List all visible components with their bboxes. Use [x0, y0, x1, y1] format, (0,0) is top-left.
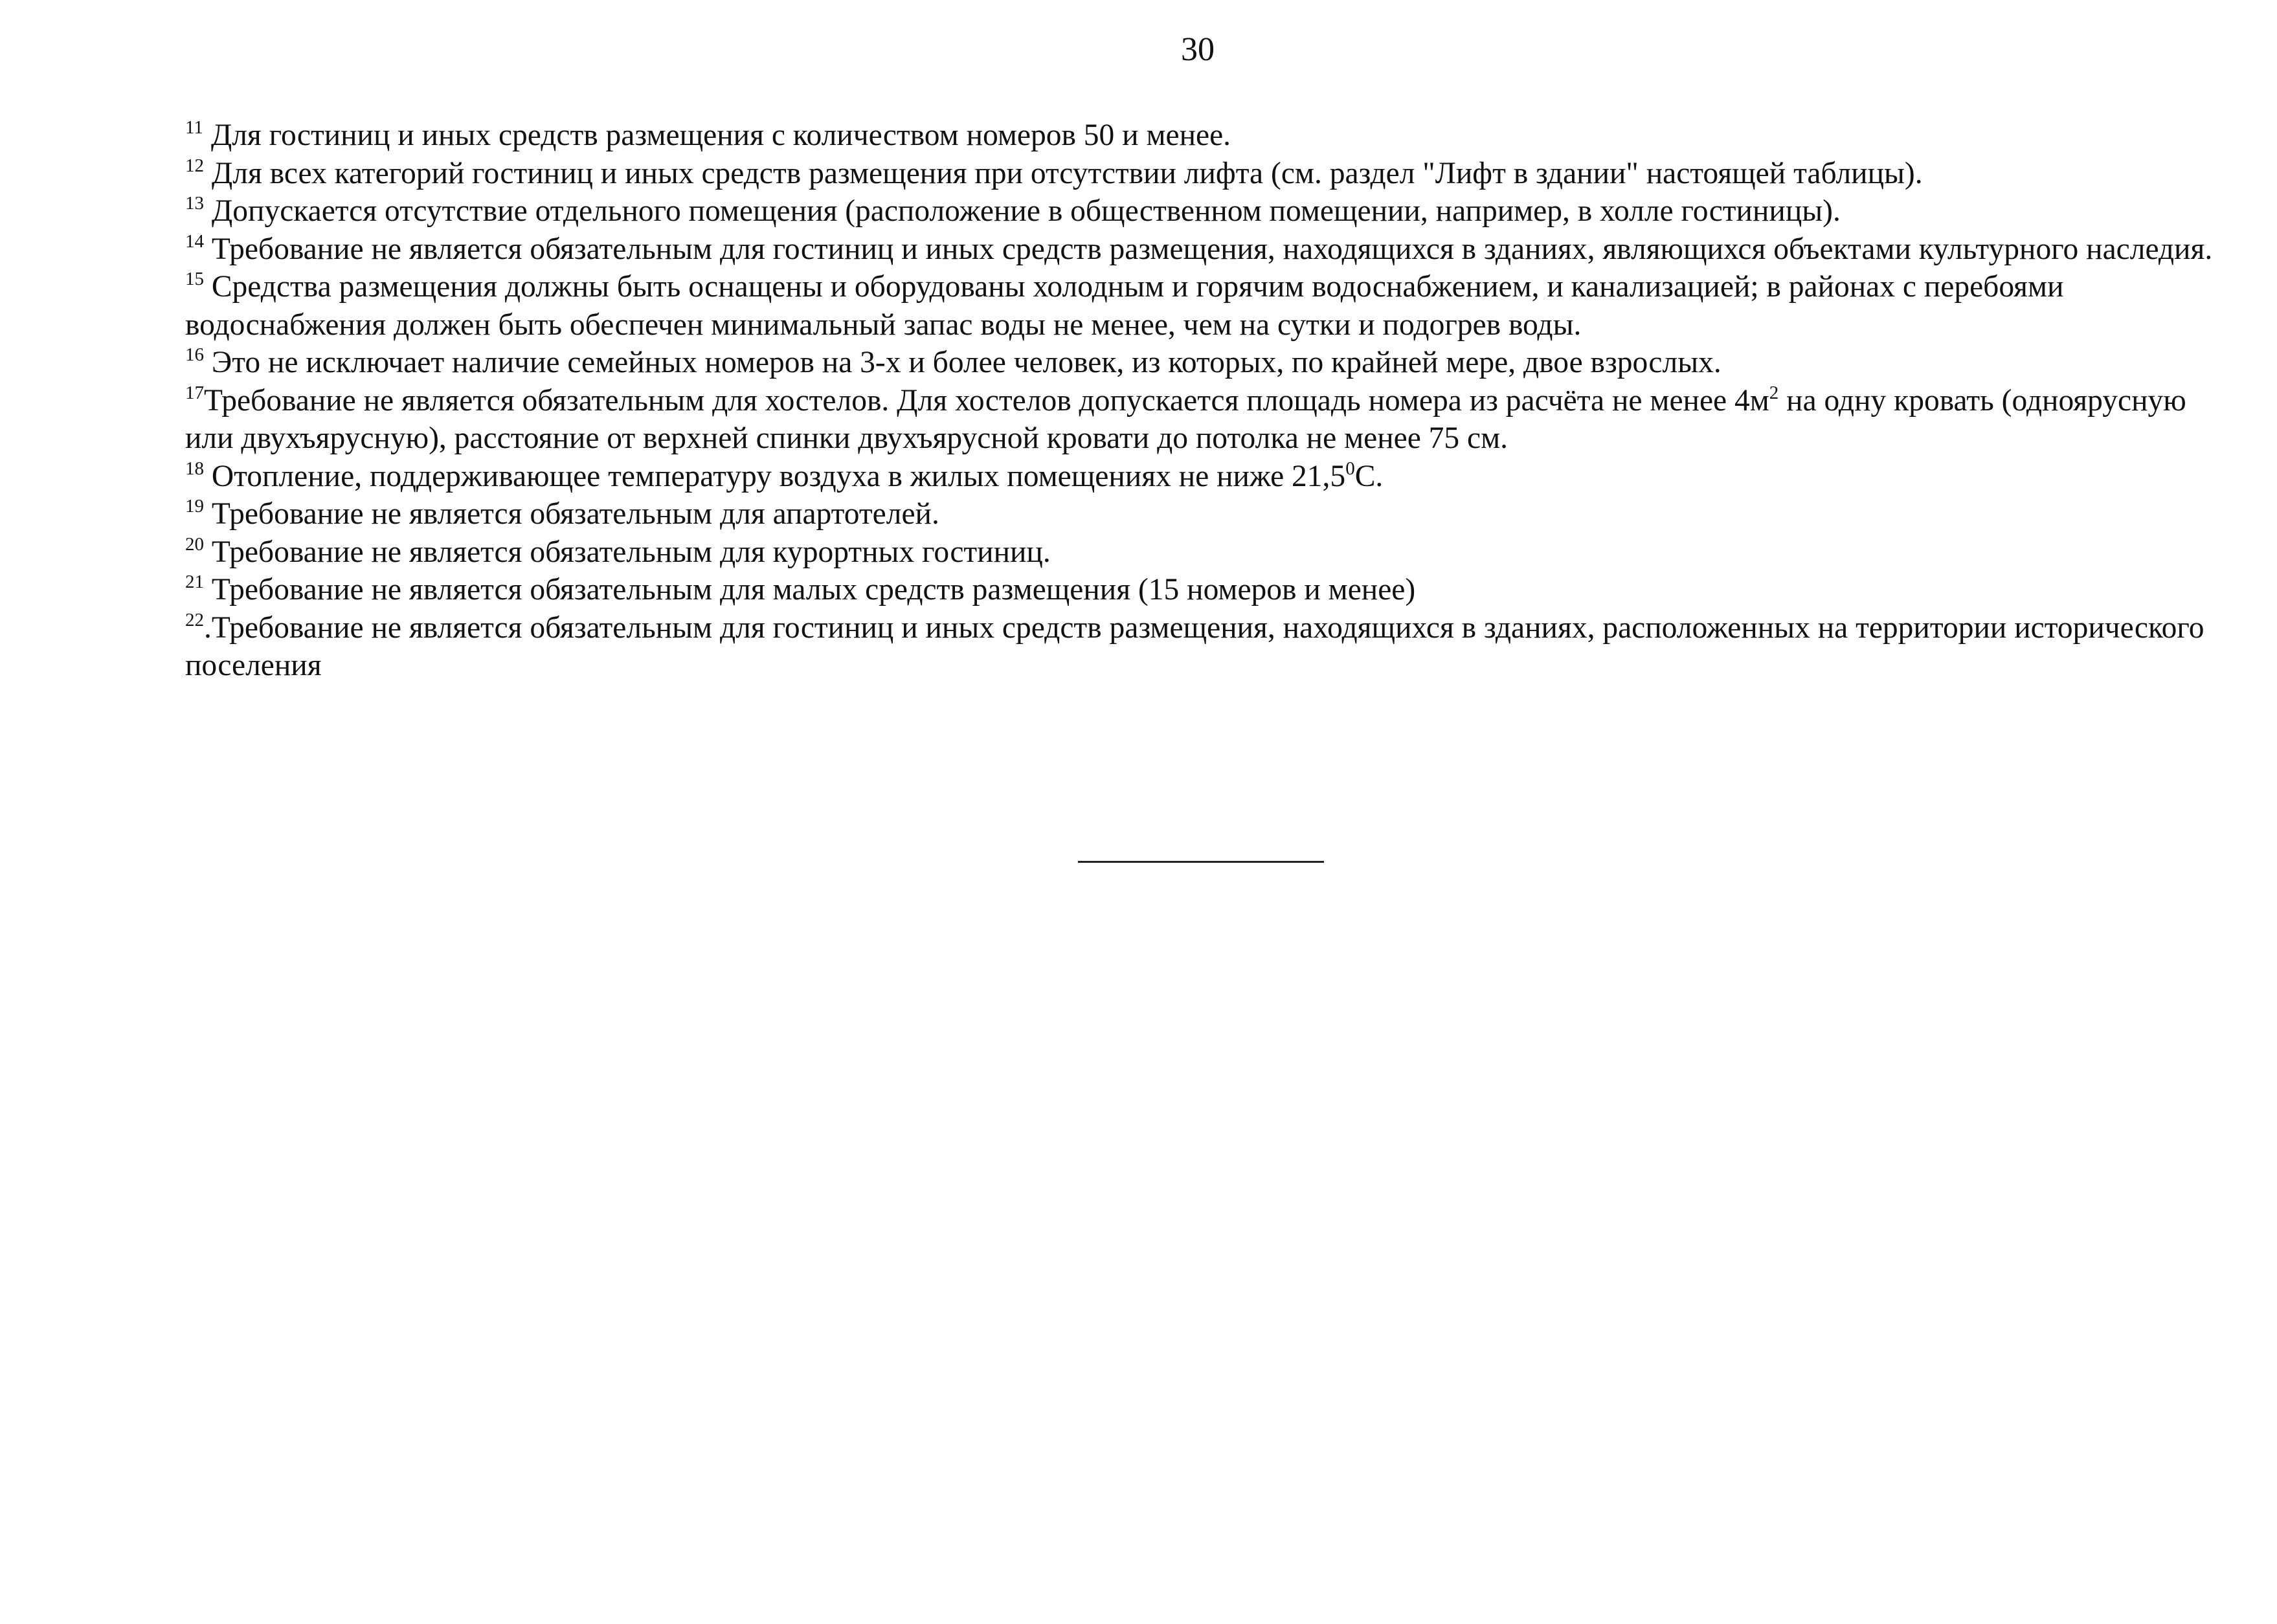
footnote-spacer [204, 460, 212, 493]
footnote-spacer [204, 573, 212, 606]
page-number: 30 [1181, 31, 1215, 68]
footnote-text: Требование не является обязательным для хостелов. Для хостелов допускается площадь номера из расчёта не менее 4м [204, 383, 1769, 417]
footnote-marker: 15 [185, 269, 204, 289]
footnote-19 [185, 495, 2231, 533]
footnote-spacer [204, 535, 212, 569]
footnote-15 [185, 268, 2231, 344]
footnote-20 [185, 533, 2231, 572]
footnote-marker: 21 [185, 572, 204, 592]
footnote-text: Для всех категорий гостиниц и иных средств размещения при отсутствии лифта (см. раздел "Лифт в здании" настоящей таблицы). [211, 156, 1923, 190]
footnote-marker: 17 [185, 382, 204, 403]
footnote-marker: 16 [185, 344, 204, 365]
footnote-text: Допускается отсутствие отдельного помещения (расположение в общественном помещении, например, в холле гостиницы). [211, 194, 1841, 228]
footnote-text: Для гостиниц и иных средств размещения с количеством номеров 50 и менее. [210, 118, 1231, 152]
footnote-text: Средства размещения должны быть оснащены и оборудованы холодным и горячим водоснабжением, и канализацией; в районах с перебоями водоснабжения должен быть обеспечен минимальный запас воды не менее, чем на сутки и подогрев воды. [185, 270, 2064, 342]
superscript-exponent: 2 [1769, 382, 1779, 403]
footnote-spacer [204, 194, 212, 228]
footnote-spacer [204, 270, 212, 304]
footnote-13 [185, 192, 2231, 230]
footnote-marker: 22 [185, 609, 204, 630]
footnote-spacer [204, 497, 212, 531]
footnote-text: Это не исключает наличие семейных номеров на 3-х и более человек, из которых, по крайней мере, двое взрослых. [211, 346, 1722, 379]
footnote-22 [185, 609, 2231, 685]
footnotes-block [185, 117, 2231, 685]
footnote-marker: 20 [185, 533, 204, 555]
footnote-marker: 19 [185, 496, 204, 517]
footnote-spacer [204, 232, 212, 266]
footnote-text: Требование не является обязательным для апартотелей. [211, 497, 939, 531]
footnote-text-continued: С. [1354, 459, 1384, 493]
footnote-text: Отопление, поддерживающее температуру воздуха в жилых помещениях не ниже 21,5 [211, 459, 1346, 493]
footnote-18 [185, 458, 2231, 496]
footnote-spacer [203, 118, 211, 152]
footnote-marker: 12 [185, 155, 204, 176]
footnote-text: .Требование не является обязательным для гостиниц и иных средств размещения, находящихся в зданиях, расположенных на территории исторического поселения [185, 610, 2204, 682]
degree-superscript: 0 [1345, 458, 1355, 479]
footnote-11 [185, 117, 2231, 155]
footnote-17 [185, 382, 2231, 458]
footnote-text: Требование не является обязательным для гостиниц и иных средств размещения, находящихся в зданиях, являющихся объектами культурного наследия. [211, 232, 2213, 266]
footnote-21 [185, 571, 2231, 609]
footnote-12 [185, 155, 2231, 193]
footnote-text: Требование не является обязательным для курортных гостиниц. [211, 535, 1051, 569]
footnote-spacer [204, 346, 212, 379]
footnote-spacer [204, 157, 212, 190]
footnote-16 [185, 344, 2231, 382]
footnote-14 [185, 230, 2231, 269]
separator-line [1078, 861, 1324, 863]
footnote-text-continued: на одну кровать (одноярусную или двухъярусную), расстояние от верхней спинки двухъярусной кровати до потолка не менее 75 см. [185, 383, 2186, 455]
footnote-marker: 13 [185, 193, 204, 214]
footnote-marker: 14 [185, 230, 204, 252]
footnote-text: Требование не является обязательным для малых средств размещения (15 номеров и менее) [211, 573, 1416, 606]
footnote-marker: 11 [185, 117, 203, 138]
footnote-marker: 18 [185, 458, 204, 479]
